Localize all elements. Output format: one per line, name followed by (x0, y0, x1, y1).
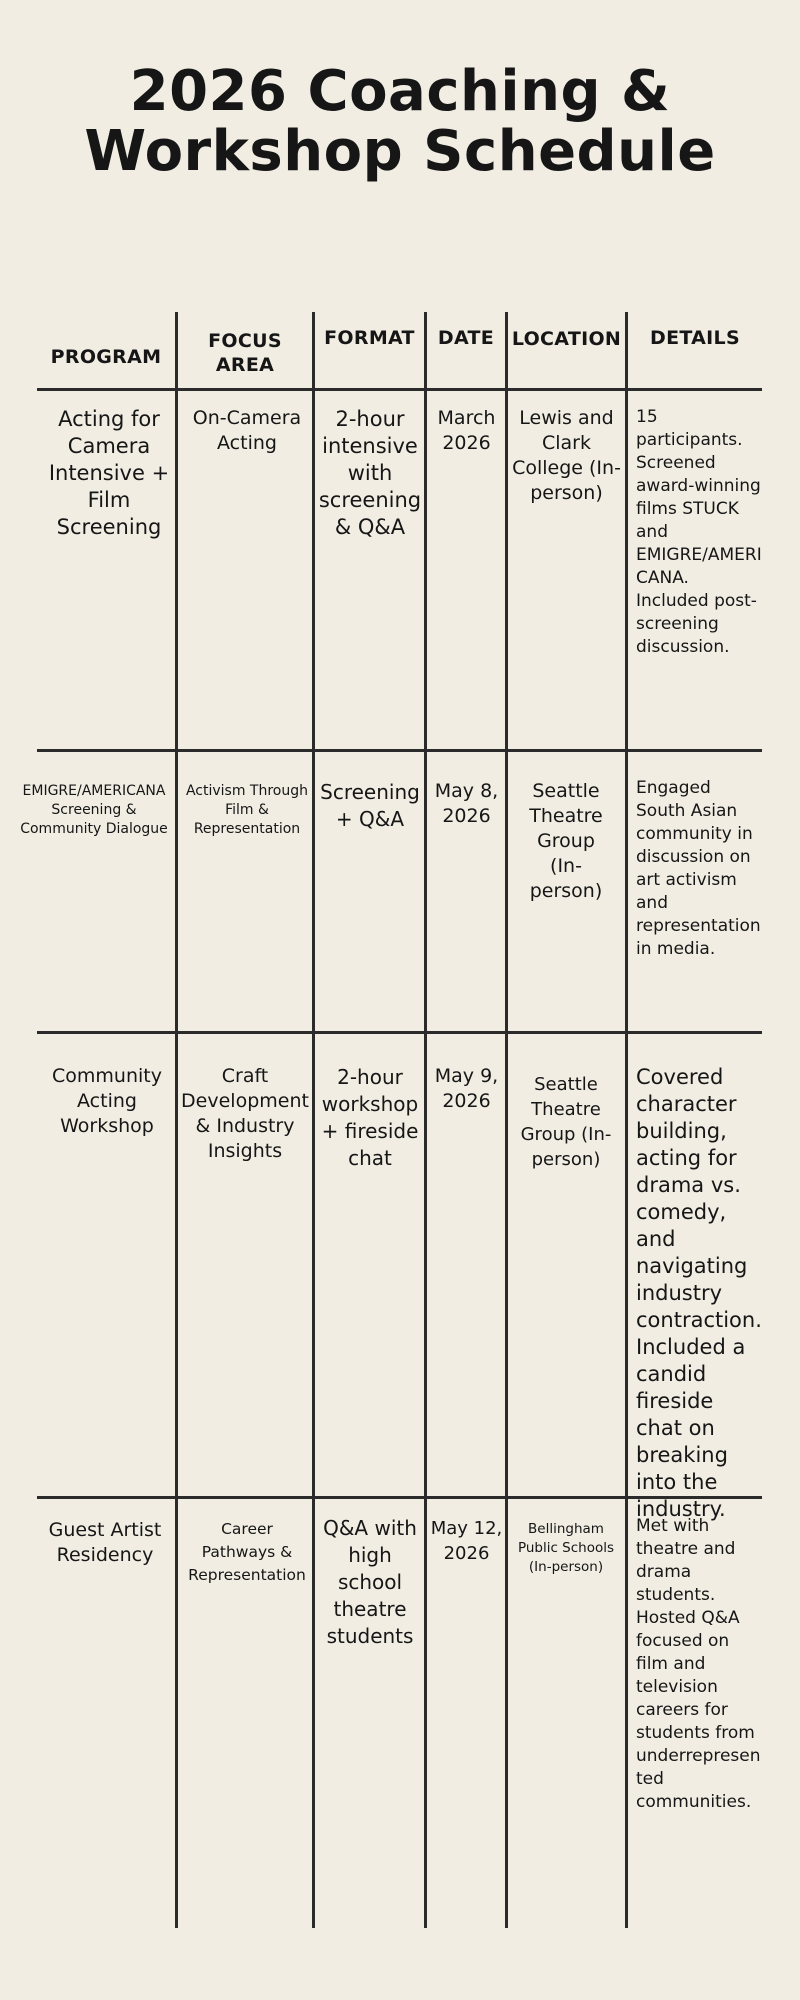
row-details: 15 participants. Screened award-winning films STUCK and EMIGRE/AMERICANA. Included post-screening discussion. (636, 407, 762, 657)
row-focus-area: Craft Development & Industry Insights (181, 1065, 309, 1162)
row-location: Lewis and Clark College (In-person) (512, 407, 621, 504)
header-program: PROGRAM (50, 346, 162, 368)
column-divider (312, 312, 315, 1928)
row-program: Community Acting Workshop (52, 1065, 162, 1137)
title-line-1: 2026 Coaching & (129, 59, 671, 124)
header-format: FORMAT (324, 327, 415, 349)
row-date: May 12, 2026 (430, 1518, 503, 1564)
title-line-2: Workshop Schedule (84, 119, 716, 184)
column-divider (424, 312, 427, 1928)
row-divider (37, 749, 762, 752)
row-focus-area: On-Camera Acting (192, 407, 302, 454)
row-focus-area: Career Pathways & Representation (188, 1520, 306, 1584)
header-focus-line1: FOCUS (208, 330, 282, 352)
row-details: Engaged South Asian community in discussion on art activism and representation in media. (636, 778, 761, 959)
row-program: Acting for Camera Intensive + Film Screening (48, 407, 170, 539)
row-format: 2-hour workshop + fireside chat (321, 1065, 419, 1170)
header-focus-area (178, 329, 312, 377)
header-location: LOCATION (511, 328, 622, 350)
header-divider (37, 388, 762, 391)
header-details: DETAILS (650, 327, 740, 349)
row-date: May 9, 2026 (434, 1065, 499, 1112)
column-divider (505, 312, 508, 1928)
row-date: May 8, 2026 (434, 780, 499, 827)
page-title (0, 59, 800, 184)
row-date: March 2026 (437, 407, 496, 454)
header-focus-line2: AREA (215, 354, 275, 376)
row-format: 2-hour intensive with screening & Q&A (318, 407, 422, 539)
header-date: DATE (437, 327, 495, 349)
row-format: Q&A with high school theatre students (323, 1516, 417, 1648)
row-divider (37, 1031, 762, 1034)
row-details: Met with theatre and drama students. Hosted Q&A focused on film and television careers for students from underrepresented communities. (636, 1516, 761, 1812)
row-location: Seattle Theatre Group (In-person) (520, 1074, 612, 1170)
row-focus-area: Activism Through Film & Representation (185, 783, 309, 837)
row-details: Covered character building, acting for drama vs. comedy, and navigating industry contraction. Included a candid fireside chat on breaking into the industry. (636, 1065, 762, 1521)
row-location: Bellingham Public Schools (In-person) (517, 1521, 615, 1575)
row-format: Screening + Q&A (320, 780, 420, 831)
row-program: Guest Artist Residency (48, 1519, 162, 1566)
column-divider (625, 312, 628, 1928)
row-program: EMIGRE/AMERICANA Screening & Community Dialogue (20, 783, 168, 837)
row-location: Seattle Theatre Group (In-person) (529, 780, 603, 902)
